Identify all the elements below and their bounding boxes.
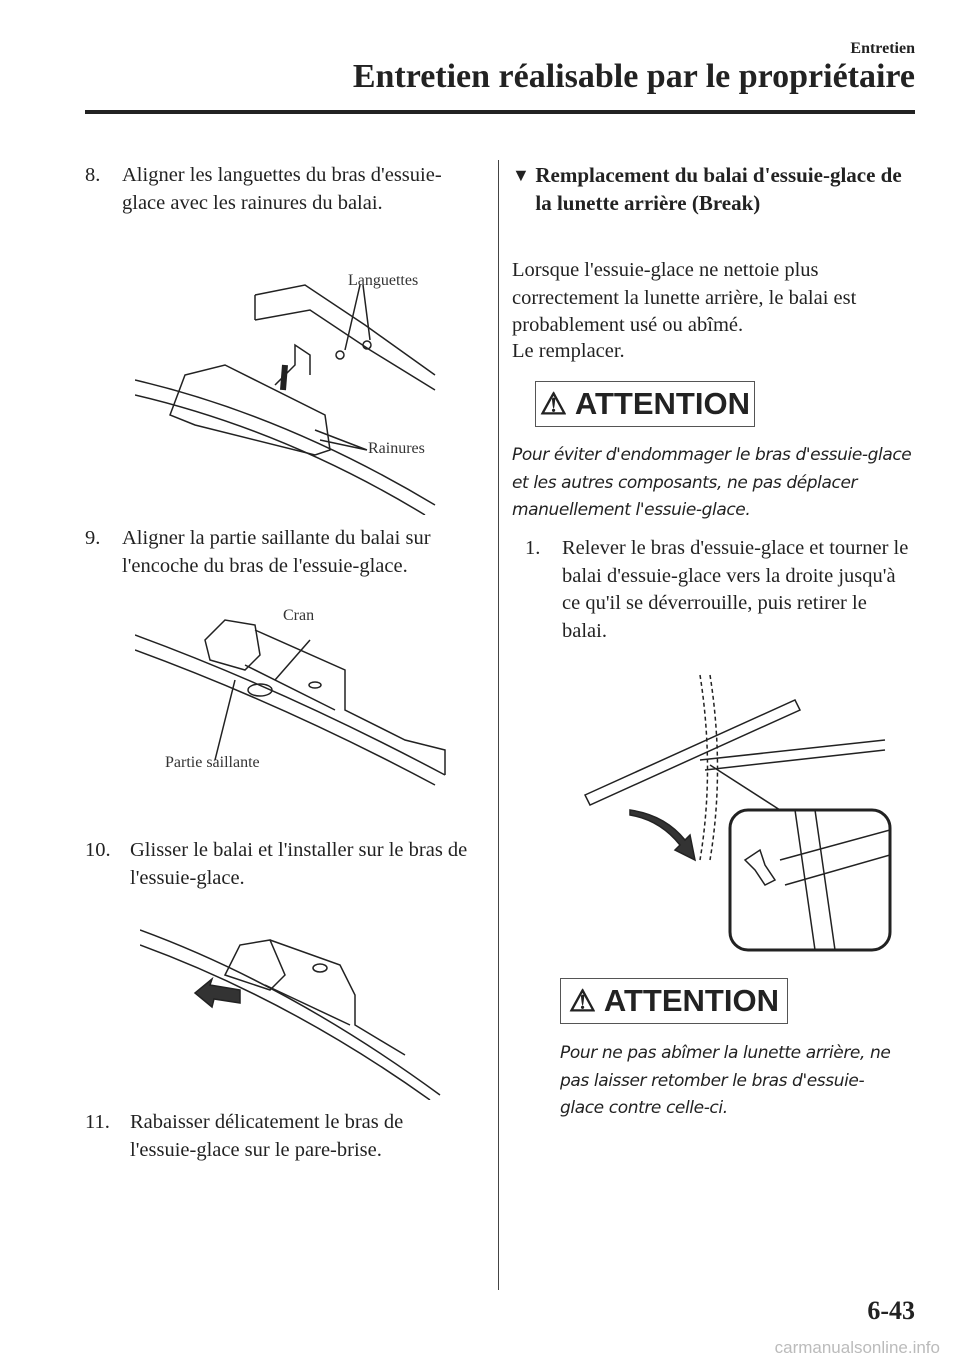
step-number: 8.	[85, 164, 101, 186]
step-text: Aligner la partie saillante du balai sur l'encoche du bras de l'essuie-glace.	[122, 527, 431, 577]
attention-box: ⚠ ATTENTION	[535, 381, 755, 427]
step-text: Aligner les languettes du bras d'essuie-glace avec les rainures du balai.	[122, 164, 442, 214]
step-number: 10.	[85, 839, 111, 861]
step-number: 9.	[85, 527, 101, 549]
step-1	[525, 535, 910, 645]
header-rule	[85, 110, 915, 114]
page-number: 6-43	[867, 1296, 915, 1325]
attention-text-2: Pour ne pas abîmer la lunette arrière, ne pas laisser retomber le bras d'essuie-glace contre celle-ci.	[560, 1043, 891, 1118]
step-10	[85, 837, 470, 892]
section-heading: ▼ Remplacement du balai d'essuie-glace de la lunette arrière (Break)	[512, 163, 902, 215]
step-8	[85, 162, 470, 217]
label-languettes: Languettes	[348, 272, 419, 289]
attention-text: Pour éviter d'endommager le bras d'essuie-glace et les autres composants, ne pas déplacer manuellement l'essuie-glace.	[512, 445, 912, 520]
wiper-tabs-illustration	[135, 265, 445, 515]
section-label: Entretien	[850, 40, 915, 57]
warning-icon: ⚠	[540, 387, 567, 421]
intro-text-2: Le remplacer.	[512, 340, 625, 362]
column-divider	[498, 160, 499, 1290]
label-rainures: Rainures	[368, 440, 425, 457]
label-cran: Cran	[283, 607, 315, 624]
step-number: 11.	[85, 1111, 110, 1133]
page-title: Entretien réalisable par le propriétaire	[352, 58, 915, 95]
triangle-down-icon: ▼	[512, 165, 530, 185]
step-text: Relever le bras d'essuie-glace et tourner le balai d'essuie-glace vers la droite jusqu'à ce qu'il se déverrouille, puis retirer le balai.	[562, 537, 909, 642]
wiper-slide-illustration	[140, 915, 450, 1100]
label-partie-saillante: Partie saillante	[165, 754, 260, 771]
step-9	[85, 525, 470, 580]
step-text: Rabaisser délicatement le bras de l'essuie-glace sur le pare-brise.	[130, 1111, 404, 1161]
step-number: 1.	[525, 537, 541, 559]
rear-wiper-illustration	[580, 670, 895, 955]
warning-icon: ⚠	[569, 984, 596, 1018]
attention-box-2: ⚠ ATTENTION	[560, 978, 788, 1024]
watermark: carmanualsonline.info	[774, 1338, 940, 1357]
step-11	[85, 1109, 470, 1164]
step-text: Glisser le balai et l'installer sur le bras de l'essuie-glace.	[130, 839, 468, 889]
intro-text: Lorsque l'essuie-glace ne nettoie plus correctement la lunette arrière, le balai est probablement usé ou abîmé.	[512, 259, 857, 336]
